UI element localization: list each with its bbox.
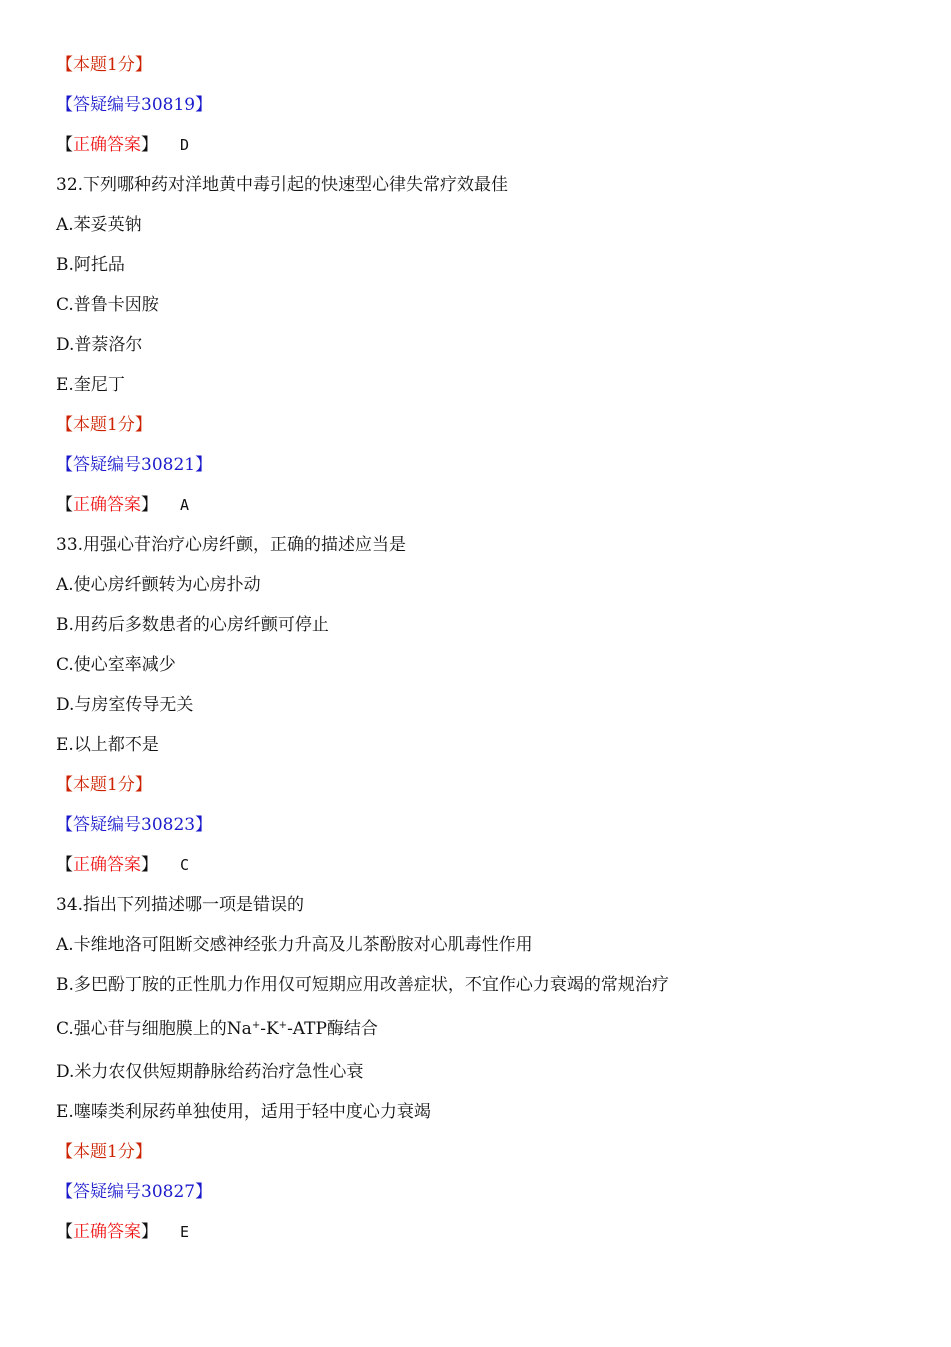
option-a: A.使心房纤颤转为心房扑动	[56, 575, 261, 595]
option-d: D.米力农仅供短期静脉给药治疗急性心衰	[56, 1062, 364, 1082]
answer-label: 正确答案	[73, 135, 141, 155]
question-id-label: 【答疑编号30827】	[56, 1182, 213, 1202]
option-e: E.以上都不是	[56, 735, 159, 755]
option-e: E.奎尼丁	[56, 375, 125, 395]
answer-row: 【正确答案】 C	[56, 855, 190, 875]
answer-label: 正确答案	[73, 855, 141, 875]
answer-row: 【正确答案】 D	[56, 135, 190, 155]
answer-value: D	[180, 136, 190, 154]
score-label: 【本题1分】	[56, 55, 152, 75]
superscript-plus: +	[251, 1020, 261, 1031]
option-b: B.阿托品	[56, 255, 125, 275]
option-c	[56, 1018, 378, 1040]
answer-label: 正确答案	[73, 1222, 141, 1242]
option-d: D.与房室传导无关	[56, 695, 194, 715]
option-e: E.噻嗪类利尿药单独使用，适用于轻中度心力衰竭	[56, 1102, 431, 1122]
question-id-label: 【答疑编号30823】	[56, 815, 213, 835]
option-a: A.苯妥英钠	[56, 215, 142, 235]
answer-value: A	[180, 496, 190, 514]
question-text: 32.下列哪种药对洋地黄中毒引起的快速型心律失常疗效最佳	[56, 175, 509, 195]
option-c-text-1: C.强心苷与细胞膜上的Na	[56, 1019, 252, 1039]
question-id-label: 【答疑编号30819】	[56, 95, 213, 115]
question-id-label: 【答疑编号30821】	[56, 455, 213, 475]
question-text: 33.用强心苷治疗心房纤颤，正确的描述应当是	[56, 535, 407, 555]
answer-row: 【正确答案】 A	[56, 495, 190, 515]
answer-value: E	[180, 1223, 190, 1241]
answer-value: C	[180, 856, 190, 874]
option-a: A.卡维地洛可阻断交感神经张力升高及儿茶酚胺对心肌毒性作用	[56, 935, 533, 955]
score-label: 【本题1分】	[56, 415, 152, 435]
score-label: 【本题1分】	[56, 1142, 152, 1162]
answer-label: 正确答案	[73, 495, 141, 515]
option-d: D.普萘洛尔	[56, 335, 143, 355]
option-b: B.用药后多数患者的心房纤颤可停止	[56, 615, 329, 635]
question-text: 34.指出下列描述哪一项是错误的	[56, 895, 305, 915]
option-c-text-3: -ATP酶结合	[287, 1019, 378, 1039]
score-label: 【本题1分】	[56, 775, 152, 795]
option-c-text-2: -K	[260, 1019, 279, 1039]
option-b: B.多巴酚丁胺的正性肌力作用仅可短期应用改善症状，不宜作心力衰竭的常规治疗	[56, 975, 669, 995]
option-c: C.使心室率减少	[56, 655, 176, 675]
superscript-plus: +	[278, 1020, 288, 1031]
option-c: C.普鲁卡因胺	[56, 295, 159, 315]
answer-row: 【正确答案】 E	[56, 1222, 190, 1242]
